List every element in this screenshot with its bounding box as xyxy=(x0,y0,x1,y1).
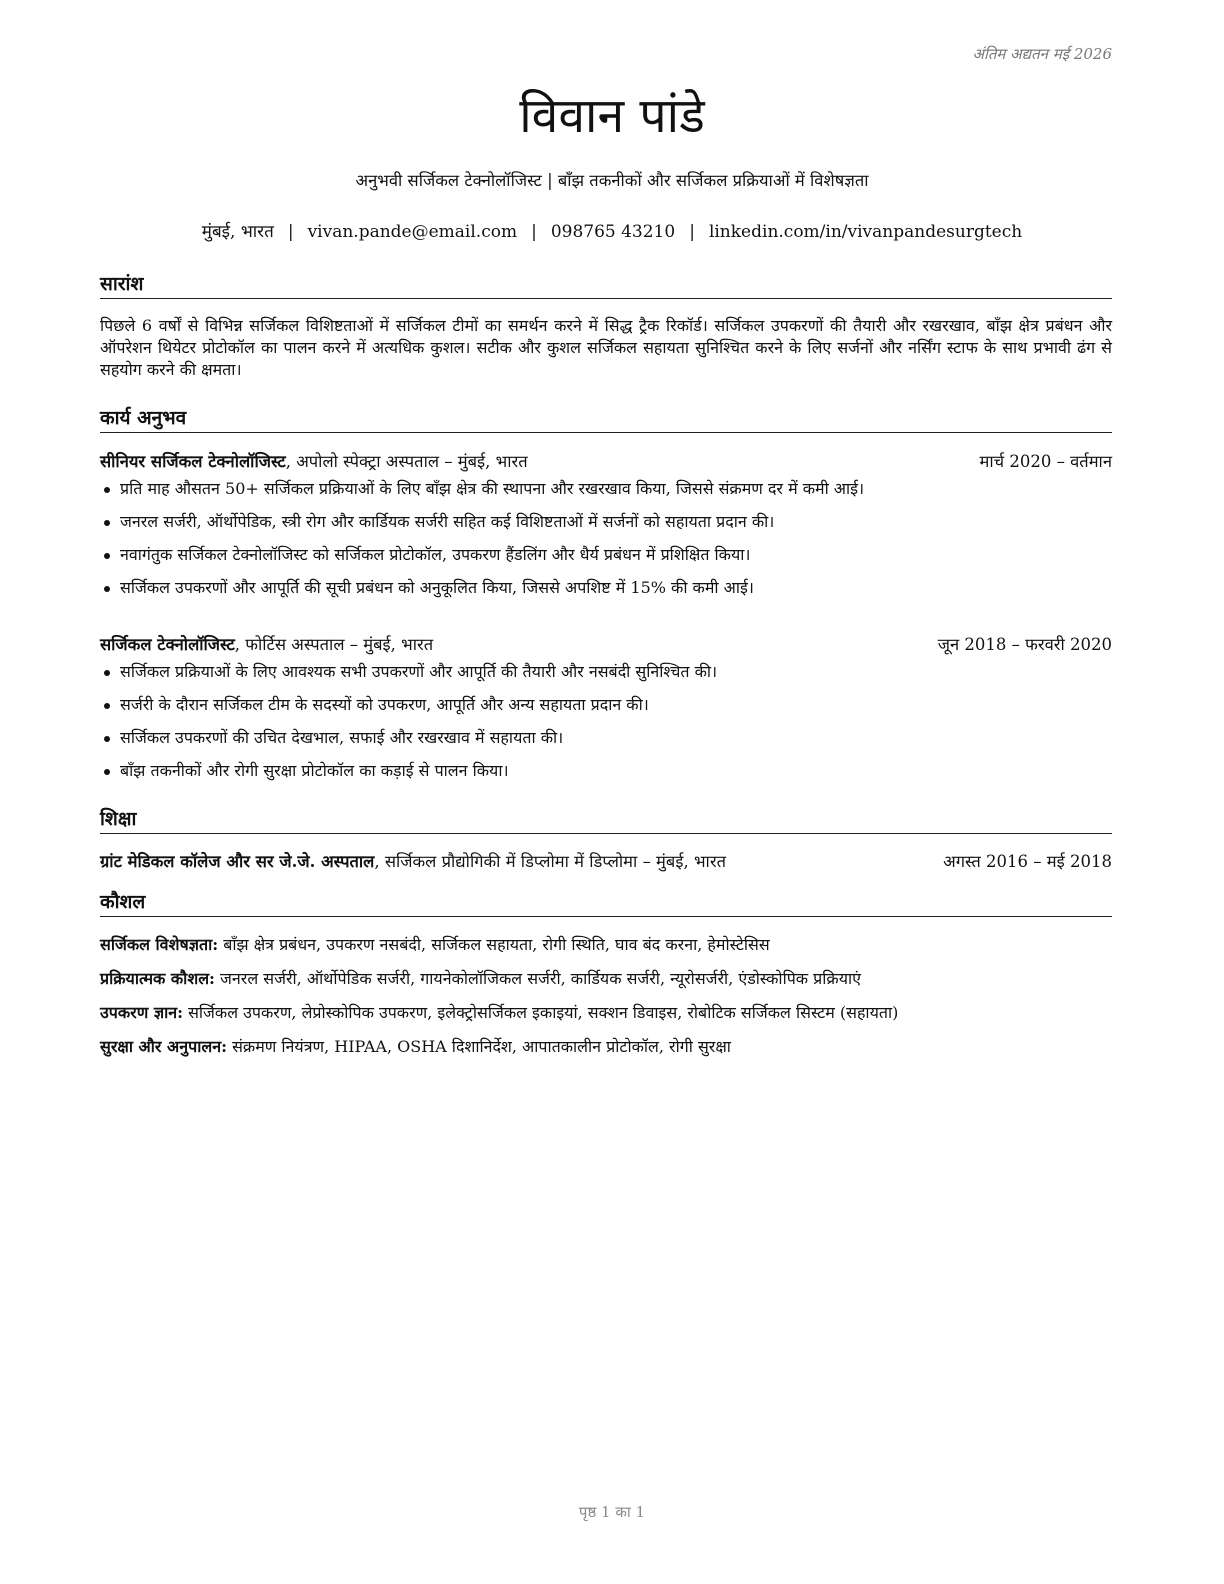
job-dates: जून 2018 – फरवरी 2020 xyxy=(937,635,1112,654)
job-bullets xyxy=(100,660,1112,792)
contact-location: मुंबई, भारत xyxy=(201,222,274,242)
bullet-item: सर्जिकल प्रक्रियाओं के लिए आवश्यक सभी उपकरणों और आपूर्ति की तैयारी और नसबंदी सुनिश्चित की। xyxy=(100,660,1112,693)
bullet-item: नवागंतुक सर्जिकल टेक्नोलॉजिस्ट को सर्जिकल प्रोटोकॉल, उपकरण हैंडलिंग और धैर्य प्रबंधन में प्रशिक्षित किया। xyxy=(100,543,1112,576)
skill-line xyxy=(100,1001,1112,1023)
section-title-skills: कौशल xyxy=(100,888,1112,917)
skill-label: सुरक्षा और अनुपालन: xyxy=(100,1037,227,1056)
separator: | xyxy=(287,222,294,242)
contact-phone: 098765 43210 xyxy=(550,222,676,242)
skill-value: बाँझ क्षेत्र प्रबंधन, उपकरण नसबंदी, सर्जिकल सहायता, रोगी स्थिति, घाव बंद करना, हेमोस्टेसिस xyxy=(218,935,770,954)
last-updated: अंतिम अद्यतन मई 2026 xyxy=(972,45,1112,63)
page-number: पृष्ठ 1 का 1 xyxy=(578,1503,646,1521)
skill-line xyxy=(100,967,1112,989)
tagline: अनुभवी सर्जिकल टेक्नोलॉजिस्ट | बाँझ तकनीकों और सर्जिकल प्रक्रियाओं में विशेषज्ञता xyxy=(355,171,869,190)
skill-value: जनरल सर्जरी, ऑर्थोपेडिक सर्जरी, गायनेकोलॉजिकल सर्जरी, कार्डियक सर्जरी, न्यूरोसर्जरी, एंडोस्कोपिक प्रक्रियाएं xyxy=(214,969,861,988)
job-role: सर्जिकल टेक्नोलॉजिस्ट xyxy=(100,635,235,654)
bullet-item: सर्जिकल उपकरणों और आपूर्ति की सूची प्रबंधन को अनुकूलित किया, जिससे अपशिष्ट में 15% की कमी आई। xyxy=(100,576,1112,609)
contact-email[interactable]: vivan.pande@email.com xyxy=(307,222,518,242)
education-institution: ग्रांट मेडिकल कॉलेज और सर जे.जे. अस्पताल xyxy=(100,852,375,871)
bullet-item: जनरल सर्जरी, ऑर्थोपेडिक, स्त्री रोग और कार्डियक सर्जरी सहित कई विशिष्टताओं में सर्जनों को सहायता प्रदान की। xyxy=(100,510,1112,543)
candidate-name: विवान पांडे xyxy=(519,88,705,144)
job-header xyxy=(100,449,1112,472)
job-org: , अपोलो स्पेक्ट्रा अस्पताल – मुंबई, भारत xyxy=(285,452,528,471)
separator: | xyxy=(689,222,695,242)
contact-line xyxy=(0,219,1224,242)
skill-line xyxy=(100,1035,1112,1057)
separator: | xyxy=(531,222,537,242)
section-title-education: शिक्षा xyxy=(100,805,1112,834)
job-role: सीनियर सर्जिकल टेक्नोलॉजिस्ट xyxy=(100,452,286,471)
job-header xyxy=(100,632,1112,655)
skill-value: सर्जिकल उपकरण, लेप्रोस्कोपिक उपकरण, इलेक्ट्रोसर्जिकल इकाइयां, सक्शन डिवाइस, रोबोटिक सर्जिकल सिस्टम (सहायता) xyxy=(183,1003,899,1022)
skill-label: उपकरण ज्ञान: xyxy=(100,1003,184,1022)
skill-line xyxy=(100,933,1112,955)
skill-label: प्रक्रियात्मक कौशल: xyxy=(100,969,215,988)
skill-label: सर्जिकल विशेषज्ञता: xyxy=(100,935,219,954)
bullet-item: सर्जिकल उपकरणों की उचित देखभाल, सफाई और रखरखाव में सहायता की। xyxy=(100,726,1112,759)
bullet-item: प्रति माह औसतन 50+ सर्जिकल प्रक्रियाओं के लिए बाँझ क्षेत्र की स्थापना और रखरखाव किया, जिससे संक्रमण दर में कमी आई। xyxy=(100,477,1112,510)
job-bullets xyxy=(100,477,1112,609)
job-org: , फोर्टिस अस्पताल – मुंबई, भारत xyxy=(234,635,434,654)
job-dates: मार्च 2020 – वर्तमान xyxy=(979,452,1112,471)
education-dates: अगस्त 2016 – मई 2018 xyxy=(943,852,1112,871)
bullet-item: बाँझ तकनीकों और रोगी सुरक्षा प्रोटोकॉल का कड़ाई से पालन किया। xyxy=(100,759,1112,792)
section-title-experience: कार्य अनुभव xyxy=(100,404,1112,433)
education-entry xyxy=(100,849,1112,872)
section-title-summary: सारांश xyxy=(100,270,1112,299)
summary-text: पिछले 6 वर्षों से विभिन्न सर्जिकल विशिष्टताओं में सर्जिकल टीमों का समर्थन करने में सिद्ध ट्रैक रिकॉर्ड। सर्जिकल उपकरणों की तैयारी और रखरखाव, बाँझ क्षेत्र प्रबंधन और ऑपरेशन थियेटर प्रोटोकॉल का पालन करने में अत्यधिक कुशल। सटीक और कुशल सर्जिकल सहायता सुनिश्चित करने के लिए सर्जनों और नर्सिंग स्टाफ के साथ प्रभावी ढंग से सहयोग करने की क्षमता। xyxy=(100,316,1112,379)
skill-value: संक्रमण नियंत्रण, HIPAA, OSHA दिशानिर्देश, आपातकालीन प्रोटोकॉल, रोगी सुरक्षा xyxy=(227,1037,731,1056)
bullet-item: सर्जरी के दौरान सर्जिकल टीम के सदस्यों को उपकरण, आपूर्ति और अन्य सहायता प्रदान की। xyxy=(100,693,1112,726)
contact-linkedin[interactable]: linkedin.com/in/vivanpandesurgtech xyxy=(708,222,1023,242)
education-details: , सर्जिकल प्रौद्योगिकी में डिप्लोमा में डिप्लोमा – मुंबई, भारत xyxy=(374,852,726,871)
